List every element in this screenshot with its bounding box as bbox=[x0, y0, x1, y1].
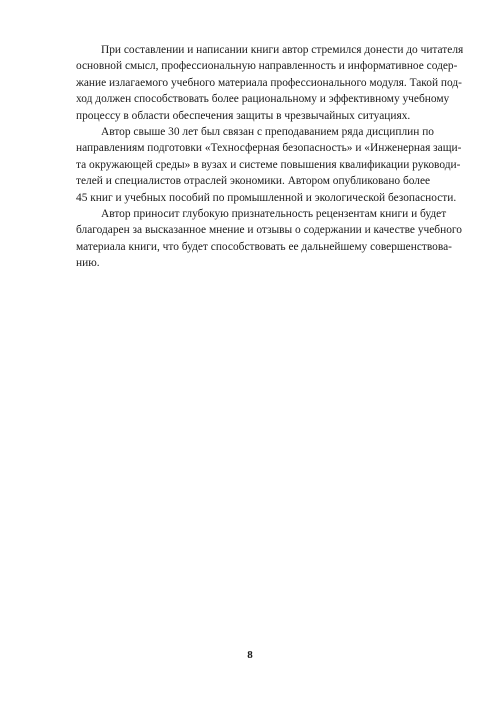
paragraph-3 bbox=[76, 206, 462, 272]
paragraph-line: нию. bbox=[76, 257, 100, 270]
paragraph-line: основной смысл, профессиональную направленность и информативное содер- bbox=[76, 60, 458, 73]
paragraph-1 bbox=[76, 42, 464, 124]
paragraph-line: та окружающей среды» в вузах и системе повышения квалификации руководи- bbox=[76, 158, 461, 171]
paragraph-line: ход должен способствовать более рациональному и эффективному учебному bbox=[76, 93, 450, 106]
paragraph-line: 45 книг и учебных пособий по промышленной и экологической безопасности. bbox=[76, 191, 457, 204]
paragraph-line: телей и специалистов отраслей экономики. Автором опубликовано более bbox=[76, 175, 431, 188]
paragraph-2 bbox=[76, 124, 462, 206]
paragraph-line: Автор приносит глубокую признательность рецензентам книги и будет bbox=[101, 208, 447, 221]
paragraph-line: жание излагаемого учебного материала профессионального модуля. Такой под- bbox=[76, 76, 462, 89]
body-text bbox=[76, 42, 464, 272]
page-number: 8 bbox=[247, 649, 253, 661]
paragraph-line: процессу в области обеспечения защиты в чрезвычайных ситуациях. bbox=[76, 109, 411, 122]
paragraph-line: При составлении и написании книги автор стремился донести до читателя bbox=[101, 44, 464, 56]
paragraph-line: материала книги, что будет способствовать ее дальнейшему совершенствова- bbox=[76, 240, 452, 253]
paragraph-line: Автор свыше 30 лет был связан с преподаванием ряда дисциплин по bbox=[101, 126, 434, 139]
paragraph-line: направлениям подготовки «Техносферная безопасность» и «Инженерная защи- bbox=[76, 142, 462, 155]
paragraph-line: благодарен за высказанное мнение и отзывы о содержании и качестве учебного bbox=[76, 224, 462, 237]
